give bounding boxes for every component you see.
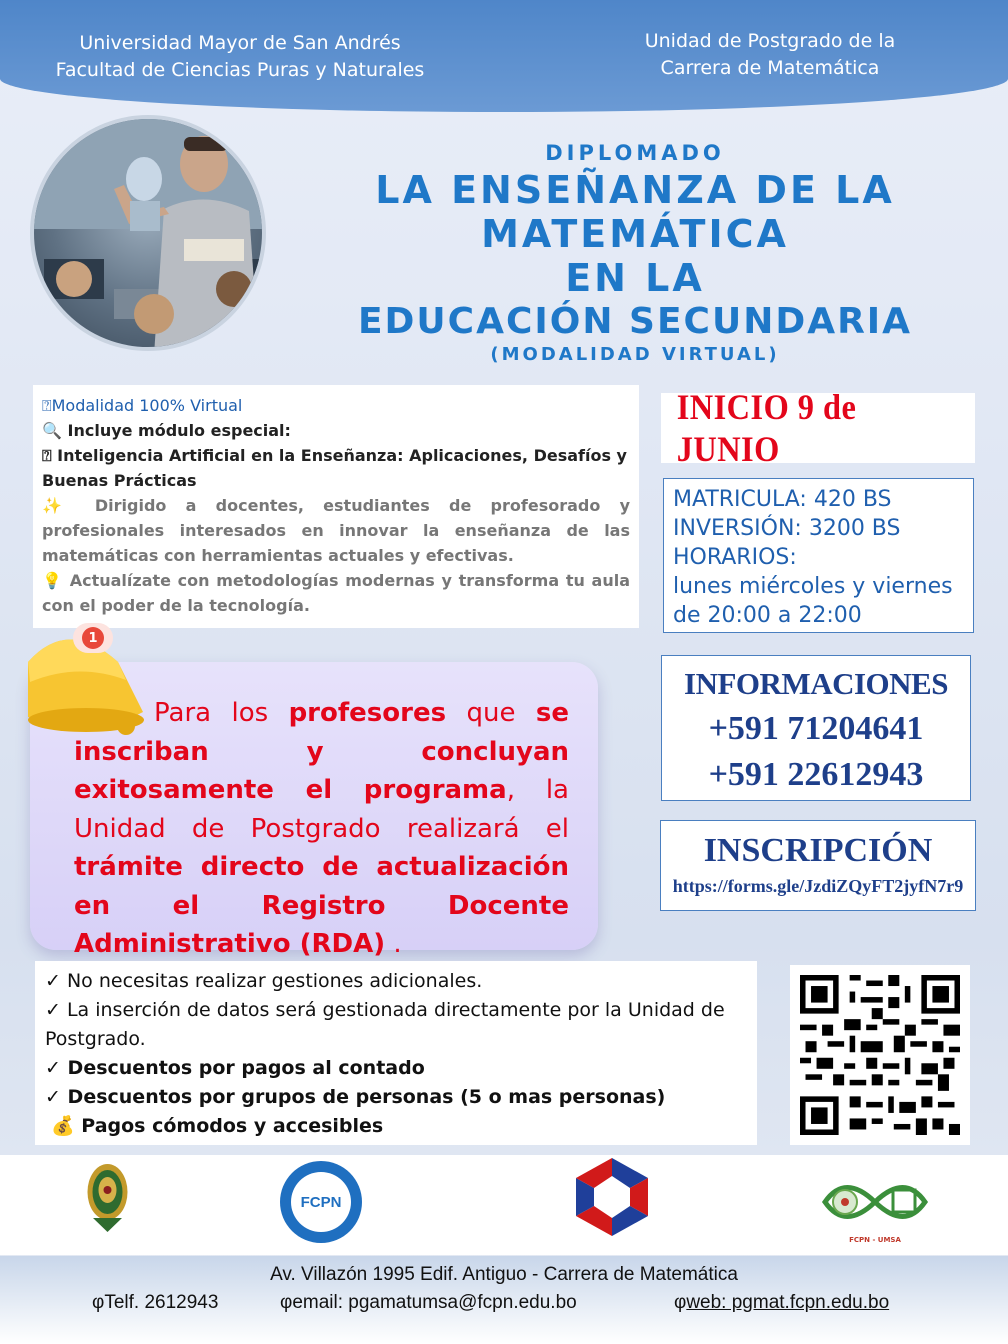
benefit-item bbox=[45, 1054, 747, 1083]
program-type: DIPLOMADO bbox=[545, 141, 725, 165]
benefit-item bbox=[45, 1112, 747, 1141]
registration-title: INSCRIPCIÓN bbox=[703, 832, 933, 869]
rda-text-part: Para los bbox=[154, 698, 289, 728]
matricula-value: 420 BS bbox=[813, 487, 892, 512]
title-line-2: MATEMÁTICA bbox=[481, 212, 789, 256]
ai-module-line: ⍰ Inteligencia Artificial en la Enseñanza: Aplicaciones, Desafíos y Buenas Prácticas bbox=[42, 446, 627, 490]
math-career-logo bbox=[572, 1156, 652, 1238]
title-line-1: LA ENSEÑANZA DE LA bbox=[375, 168, 895, 212]
horarios-time: de 20:00 a 22:00 bbox=[673, 603, 862, 628]
modality-line: ⍰Modalidad 100% Virtual bbox=[42, 396, 243, 415]
includes-label: Incluye módulo especial: bbox=[67, 421, 291, 440]
start-date-label: INICIO 9 de JUNIO bbox=[676, 387, 857, 469]
search-icon: 🔍 bbox=[42, 421, 62, 440]
footer-email[interactable]: φemail: pgamatumsa@fcpn.edu.bo bbox=[280, 1292, 577, 1313]
audience-text: Dirigido a docentes, estudiantes de profesorado y profesionales interesados en innovar la enseñanza de las matemáticas con herramientas actuales y efectivas. bbox=[42, 496, 631, 565]
footer-web-link[interactable]: web: pgmat.fcpn.edu.bo bbox=[686, 1292, 890, 1313]
checkmark-icon: ✓ bbox=[45, 1057, 61, 1079]
footer-phone[interactable]: φTelf. 2612943 bbox=[92, 1292, 219, 1313]
checkmark-icon: ✓ bbox=[45, 1086, 61, 1108]
faculty-line: Facultad de Ciencias Puras y Naturales bbox=[55, 59, 425, 81]
benefit-text: La inserción de datos será gestionada directamente por la Unidad de Postgrado. bbox=[45, 999, 725, 1050]
horarios-days: lunes miércoles y viernes bbox=[673, 574, 953, 599]
rda-text-bold: se inscriban y concluyan exitosamente el programa bbox=[74, 698, 569, 805]
postgrado-logo bbox=[815, 1168, 935, 1236]
benefits-box bbox=[35, 961, 757, 1145]
fcpn-logo bbox=[280, 1161, 362, 1243]
unit-name bbox=[600, 28, 940, 82]
classroom-illustration bbox=[34, 119, 266, 351]
rda-text-part: , la Unidad de Postgrado realizará el bbox=[74, 775, 569, 844]
inversion-label: INVERSIÓN: bbox=[673, 516, 802, 541]
qr-code-pattern bbox=[800, 975, 960, 1135]
university-line: Universidad Mayor de San Andrés bbox=[79, 32, 401, 54]
benefit-item bbox=[45, 1083, 747, 1112]
benefit-item bbox=[45, 967, 747, 996]
registration-box bbox=[660, 820, 976, 911]
fcpn-logo-center bbox=[291, 1172, 351, 1232]
benefit-text: Pagos cómodos y accesibles bbox=[81, 1115, 384, 1137]
start-date-box bbox=[661, 387, 975, 469]
lightbulb-icon: 💡 bbox=[42, 571, 64, 590]
checkmark-icon: ✓ bbox=[45, 970, 61, 992]
qr-code[interactable] bbox=[790, 965, 970, 1145]
rda-text-bold: profesores bbox=[288, 698, 447, 728]
matricula-line bbox=[673, 485, 964, 514]
university-name bbox=[40, 30, 440, 84]
pricing-box bbox=[663, 478, 974, 633]
checkmark-icon: ✓ bbox=[45, 999, 61, 1021]
footer-web-prefix: φ bbox=[674, 1292, 687, 1313]
phone-2[interactable]: +591 22612943 bbox=[708, 756, 924, 793]
rda-text-part: . bbox=[385, 929, 402, 959]
career-line: Carrera de Matemática bbox=[660, 57, 880, 79]
rda-text-bold: trámite directo de actualización en el Registro Docente Administrativo (RDA) bbox=[74, 852, 569, 959]
features-box bbox=[33, 385, 639, 628]
badge-count: 1 bbox=[82, 627, 104, 649]
benefit-text: Descuentos por pagos al contado bbox=[67, 1057, 425, 1079]
horarios-label: HORARIOS: bbox=[673, 545, 797, 570]
fcpn-logo-text: FCPN bbox=[300, 1193, 342, 1211]
registration-link[interactable]: https://forms.gle/JzdiZQyFT2jyfN7r9 bbox=[672, 876, 964, 896]
benefit-text: No necesitas realizar gestiones adicionales. bbox=[66, 970, 483, 992]
footer-address: Av. Villazón 1995 Edif. Antiguo - Carrera de Matemática bbox=[270, 1264, 738, 1285]
inversion-line bbox=[673, 514, 964, 543]
benefit-text: Descuentos por grupos de personas (5 o mas personas) bbox=[67, 1086, 666, 1108]
title-line-4: EDUCACIÓN SECUNDARIA bbox=[357, 301, 913, 342]
update-text: Actualízate con metodologías modernas y transforma tu aula con el poder de la tecnología. bbox=[42, 571, 631, 615]
umsa-seal-logo bbox=[85, 1160, 130, 1235]
notification-badge bbox=[73, 623, 113, 653]
contact-box bbox=[661, 655, 971, 801]
modality-subtitle: (MODALIDAD VIRTUAL) bbox=[490, 344, 780, 365]
title-line-3: EN LA bbox=[565, 256, 705, 300]
money-bag-icon: 💰 bbox=[51, 1115, 75, 1137]
postgrado-logo-caption: FCPN - UMSA bbox=[849, 1236, 901, 1244]
update-line bbox=[42, 568, 630, 618]
matricula-label: MATRICULA: bbox=[673, 487, 807, 512]
contact-title: INFORMACIONES bbox=[684, 666, 948, 701]
teacher-robot-photo bbox=[30, 115, 266, 351]
includes-line bbox=[42, 418, 630, 443]
benefit-item bbox=[45, 996, 747, 1054]
rda-text-part: que bbox=[446, 698, 536, 728]
audience-line bbox=[42, 493, 630, 568]
footer-web[interactable] bbox=[674, 1292, 889, 1314]
unit-line: Unidad de Postgrado de la bbox=[644, 30, 896, 52]
inversion-value: 3200 BS bbox=[808, 516, 901, 541]
sparkles-icon: ✨ bbox=[42, 496, 76, 515]
phone-1[interactable]: +591 71204641 bbox=[708, 710, 924, 747]
